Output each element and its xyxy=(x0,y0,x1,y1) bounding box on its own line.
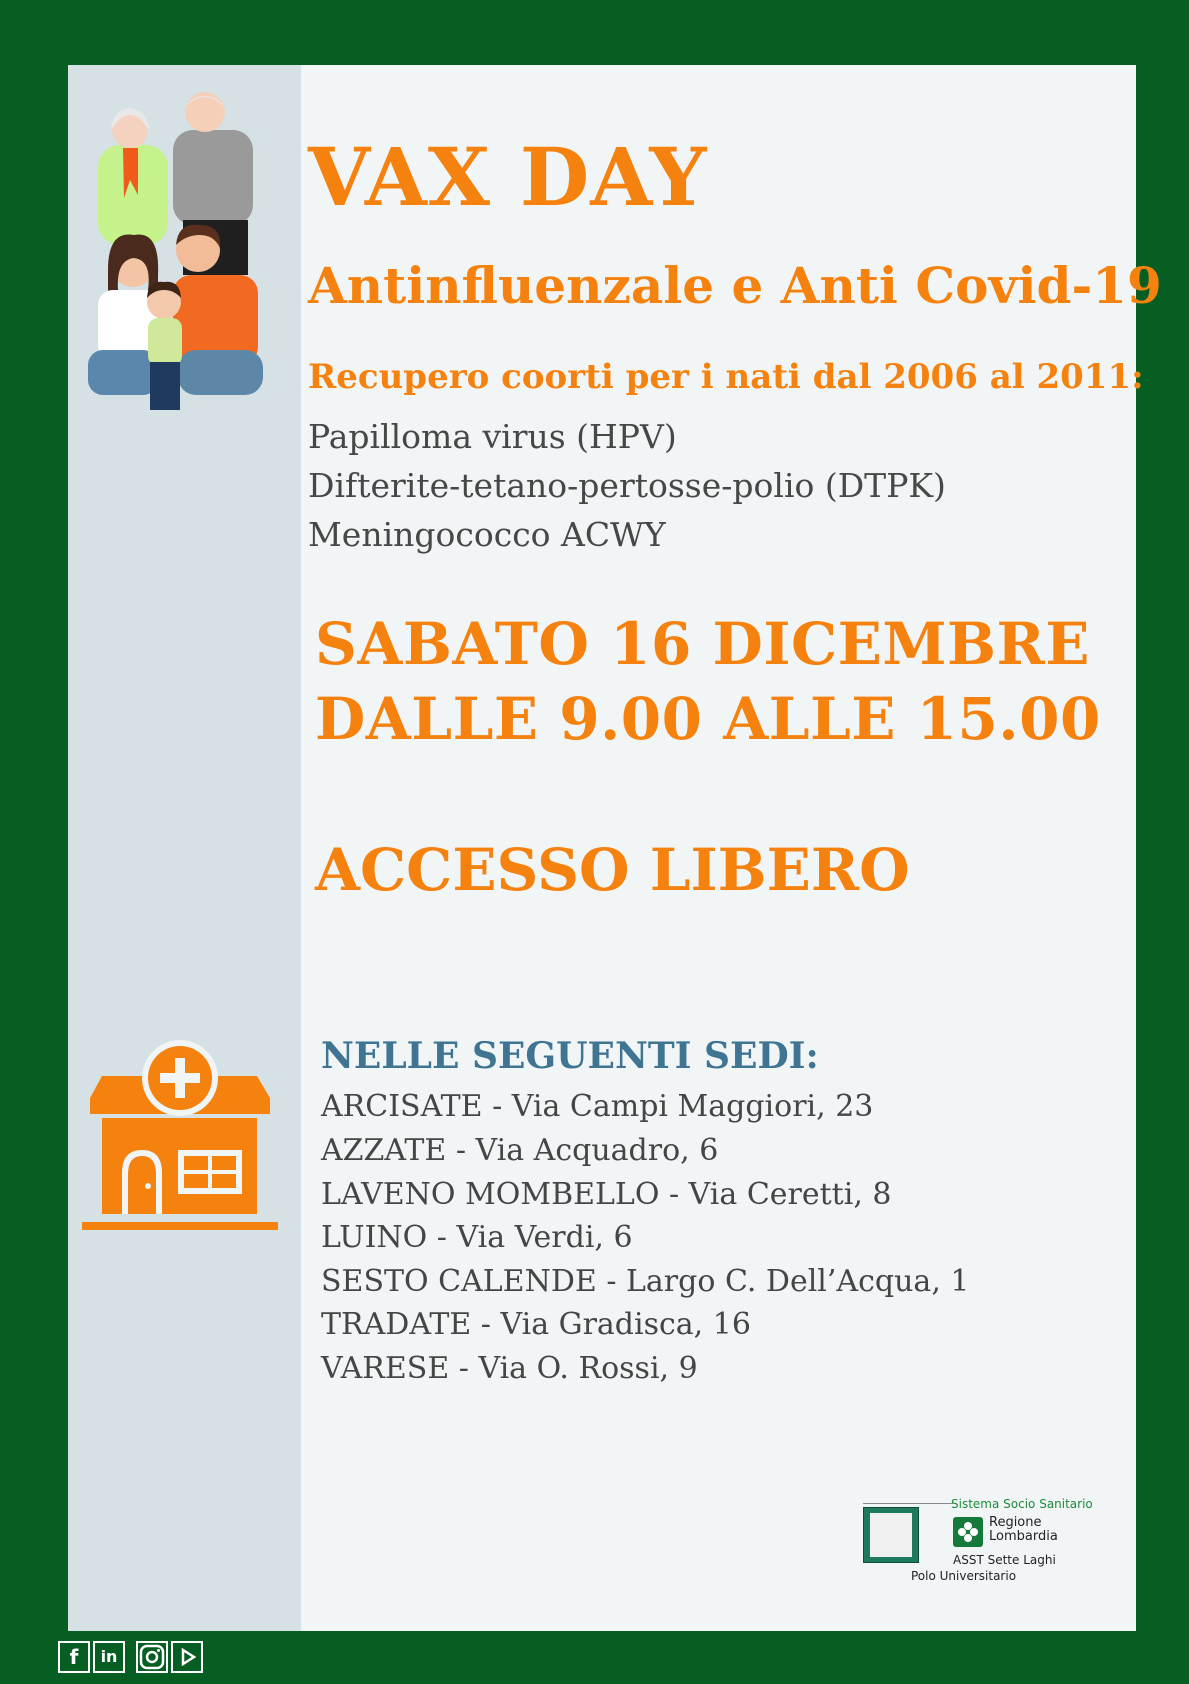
location-item: ARCISATE - Via Campi Maggiori, 23 xyxy=(321,1089,874,1124)
location-item: TRADATE - Via Gradisca, 16 xyxy=(321,1307,751,1342)
location-item: AZZATE - Via Acquadro, 6 xyxy=(321,1133,719,1168)
instagram-icon[interactable] xyxy=(136,1641,168,1673)
poster-title: VAX DAY xyxy=(308,130,708,224)
logo-divider xyxy=(863,1503,953,1504)
vaccine-item: Papilloma virus (HPV) xyxy=(308,417,677,456)
logo-region-line: Regione xyxy=(989,1515,1042,1530)
logo-asst-text: ASST Sette Laghi xyxy=(953,1553,1056,1567)
facebook-icon[interactable]: f xyxy=(58,1641,90,1673)
clinic-building-icon xyxy=(82,1038,278,1234)
linkedin-icon[interactable]: in xyxy=(93,1641,125,1673)
poster-subtitle: Antinfluenzale e Anti Covid-19 xyxy=(308,256,1162,315)
location-item: SESTO CALENDE - Largo C. Dell’Acqua, 1 xyxy=(321,1264,970,1299)
logo-region-text xyxy=(989,1516,1058,1544)
location-item: LUINO - Via Verdi, 6 xyxy=(321,1220,633,1255)
vaccine-item: Difterite-tetano-pertosse-polio (DTPK) xyxy=(308,466,946,505)
university-seal-icon xyxy=(863,1507,919,1563)
lombardia-rose-icon xyxy=(953,1517,983,1547)
youtube-icon[interactable] xyxy=(171,1641,203,1673)
locations-heading: NELLE SEGUENTI SEDI: xyxy=(321,1035,819,1077)
location-item: LAVENO MOMBELLO - Via Ceretti, 8 xyxy=(321,1177,892,1212)
logo-system-text: Sistema Socio Sanitario xyxy=(951,1497,1093,1511)
event-date: SABATO 16 DICEMBRE xyxy=(315,610,1090,678)
event-time: DALLE 9.00 ALLE 15.00 xyxy=(315,685,1101,753)
location-item: VARESE - Via O. Rossi, 9 xyxy=(321,1351,698,1386)
cohort-heading: Recupero coorti per i nati dal 2006 al 2011: xyxy=(308,357,1144,397)
poster-sheet xyxy=(68,65,1162,1631)
access-note: ACCESSO LIBERO xyxy=(315,836,910,904)
family-illustration-icon xyxy=(78,90,278,420)
vaccine-item: Meningococco ACWY xyxy=(308,515,666,554)
logo-polo-text: Polo Universitario xyxy=(911,1569,1017,1583)
logo-region-line: Lombardia xyxy=(989,1529,1058,1544)
asst-logo xyxy=(863,1497,1113,1593)
